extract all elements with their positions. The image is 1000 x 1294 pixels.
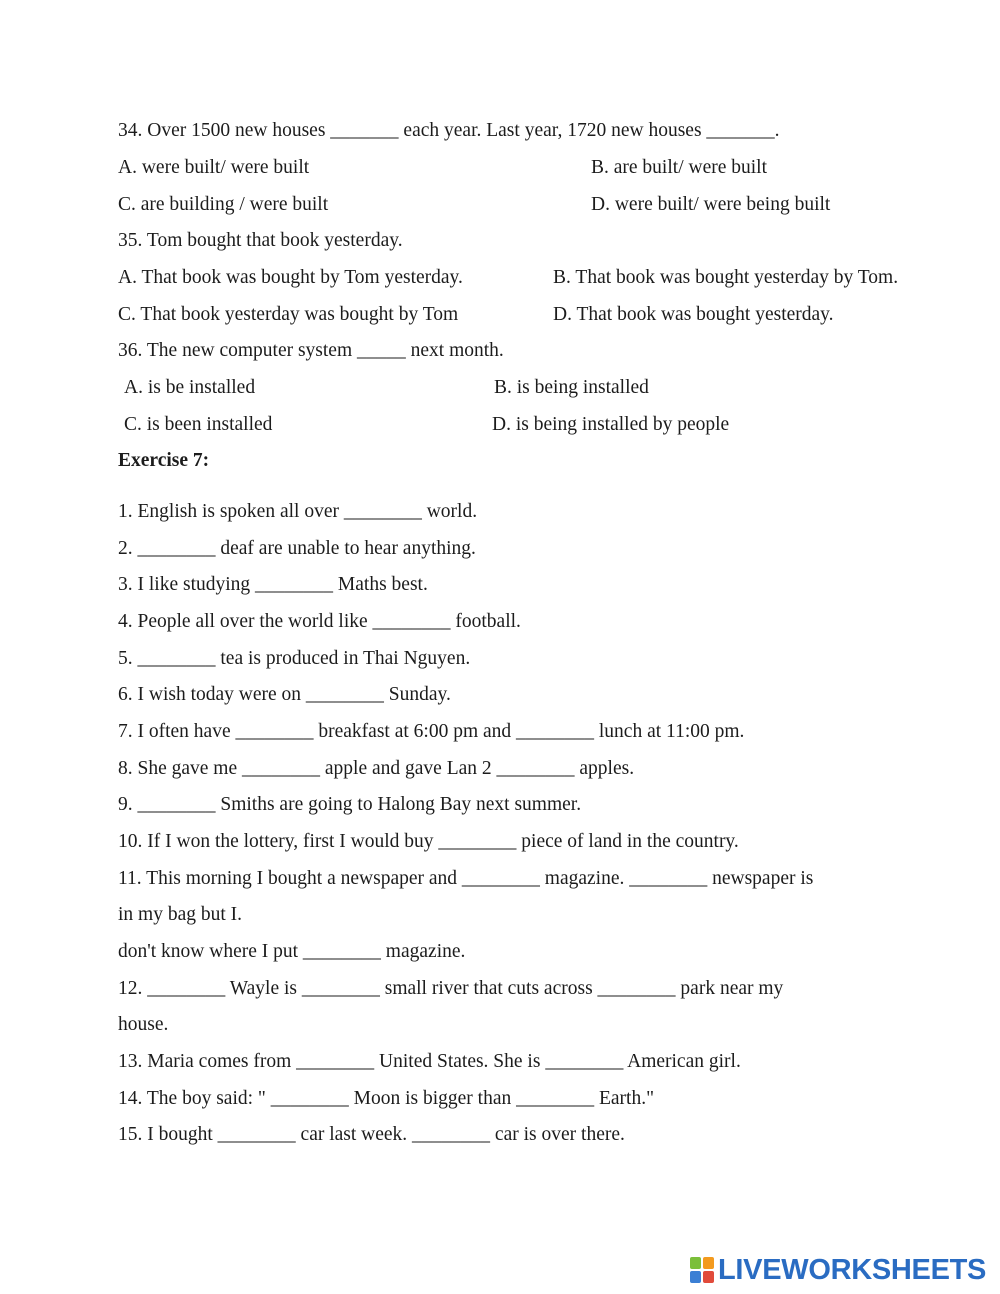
- exercise-line: 2. ________ deaf are unable to hear anything.: [118, 538, 476, 559]
- exercise-line: 10. If I won the lottery, first I would buy ________ piece of land in the country.: [118, 831, 739, 852]
- exercise-line: 8. She gave me ________ apple and gave Lan 2 ________ apples.: [118, 758, 635, 779]
- exercise-line: 4. People all over the world like ________ football.: [118, 611, 521, 632]
- question-36-option-c: C. is been installed: [124, 414, 273, 435]
- exercise-line: 6. I wish today were on ________ Sunday.: [118, 684, 451, 705]
- exercise-line: 14. The boy said: " ________ Moon is bigger than ________ Earth.": [118, 1088, 655, 1109]
- liveworksheets-logo-text: LIVEWORKSHEETS: [718, 1253, 987, 1286]
- question-34-option-a: A. were built/ were built: [118, 157, 310, 178]
- exercise-line: 1. English is spoken all over ________ world.: [118, 501, 478, 522]
- exercise-line: don't know where I put ________ magazine.: [118, 941, 466, 962]
- question-36-stem: 36. The new computer system _____ next month.: [118, 340, 504, 361]
- exercise-line: 5. ________ tea is produced in Thai Nguyen.: [118, 648, 471, 669]
- exercise-line: 7. I often have ________ breakfast at 6:00 pm and ________ lunch at 11:00 pm.: [118, 721, 745, 742]
- exercise-line: 12. ________ Wayle is ________ small river that cuts across ________ park near my: [118, 978, 784, 999]
- question-35-stem: 35. Tom bought that book yesterday.: [118, 230, 403, 251]
- question-34-option-b: B. are built/ were built: [591, 157, 767, 178]
- question-35-option-a: A. That book was bought by Tom yesterday.: [118, 267, 463, 288]
- exercise-line: 9. ________ Smiths are going to Halong Bay next summer.: [118, 794, 582, 815]
- exercise-line: in my bag but I.: [118, 904, 243, 925]
- exercise-line: 3. I like studying ________ Maths best.: [118, 574, 428, 595]
- question-36-option-b: B. is being installed: [494, 377, 649, 398]
- exercise-line: 13. Maria comes from ________ United States. She is ________ American girl.: [118, 1051, 741, 1072]
- question-34-stem: 34. Over 1500 new houses _______ each year. Last year, 1720 new houses _______.: [118, 120, 780, 141]
- liveworksheets-logo-icon: [690, 1257, 714, 1283]
- exercise-line: 15. I bought ________ car last week. ________ car is over there.: [118, 1124, 625, 1145]
- question-35-option-d: D. That book was bought yesterday.: [553, 304, 834, 325]
- question-36-option-d: D. is being installed by people: [492, 414, 730, 435]
- question-34-option-c: C. are building / were built: [118, 194, 329, 215]
- question-34-option-d: D. were built/ were being built: [591, 194, 831, 215]
- exercise-line: 11. This morning I bought a newspaper and ________ magazine. ________ newspaper is: [118, 868, 814, 889]
- liveworksheets-logo: [690, 1255, 986, 1285]
- exercise-line: house.: [118, 1014, 169, 1035]
- exercise-7-heading: Exercise 7:: [118, 450, 210, 471]
- question-35-option-b: B. That book was bought yesterday by Tom.: [553, 267, 899, 288]
- question-36-option-a: A. is be installed: [124, 377, 256, 398]
- question-35-option-c: C. That book yesterday was bought by Tom: [118, 304, 459, 325]
